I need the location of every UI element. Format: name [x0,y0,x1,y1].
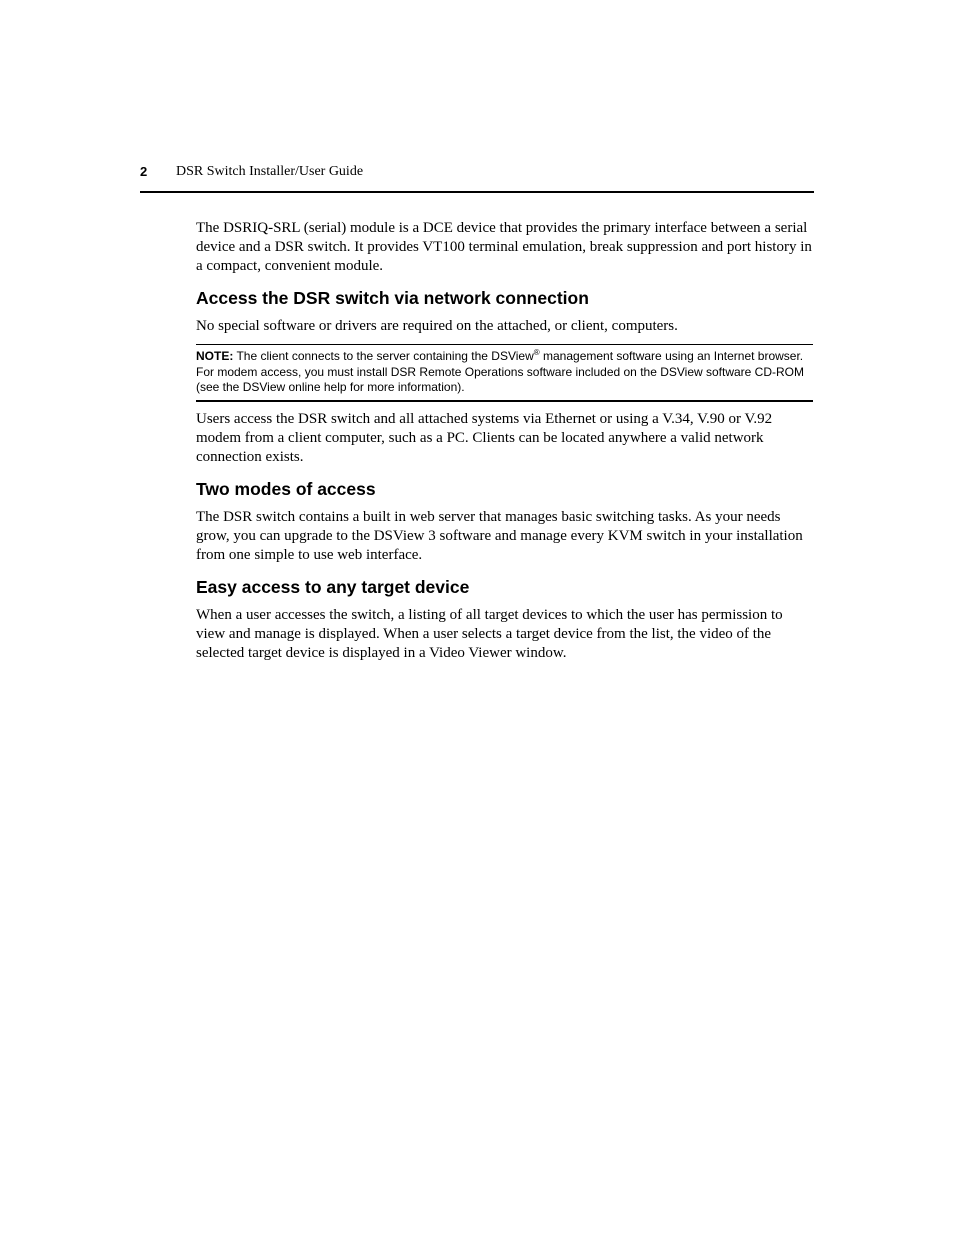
registered-trademark-mark: ® [533,348,540,357]
note-box [196,344,813,402]
document-title: DSR Switch Installer/User Guide [176,164,364,179]
network-paragraph: No special software or drivers are required on the attached, or client, computers. [196,318,678,334]
note-label: NOTE: [196,349,234,363]
heading-two-modes: Two modes of access [196,478,376,499]
heading-easy-access: Easy access to any target device [196,576,470,597]
intro-paragraph: The DSRIQ-SRL (serial) module is a DCE device that provides the primary interface between a serial device and a DSR switch. It provides VT100 terminal emulation, break suppression and port history in a compact, convenient module. [196,220,812,274]
modes-paragraph: The DSR switch contains a built in web server that manages basic switching tasks. As your needs grow, you can upgrade to the DSView 3 software and manage every KVM switch in your installation from one simple to use web interface. [196,508,803,563]
running-header [140,163,814,193]
note-text-start: The client connects to the server containing the DSView [236,349,534,363]
heading-network-connection: Access the DSR switch via network connection [196,288,589,308]
page-content [196,219,814,663]
page-number: 2 [140,164,148,179]
users-paragraph: Users access the DSR switch and all attached systems via Ethernet or using a V.34, V.90 or V.92 modem from a client computer, such as a PC. Clients can be located anywhere a valid network connection exists. [196,410,773,465]
easy-access-paragraph: When a user accesses the switch, a listing of all target devices to which the user has permission to view and manage is displayed. When a user selects a target device from the list, the video of the selected target device is displayed in a Video Viewer window. [196,606,783,661]
note-text-end: management software using an Internet browser. For modem access, you must install DSR Remote Operations software included on the DSView software CD-ROM (see the DSView online help for more information). [196,349,805,394]
